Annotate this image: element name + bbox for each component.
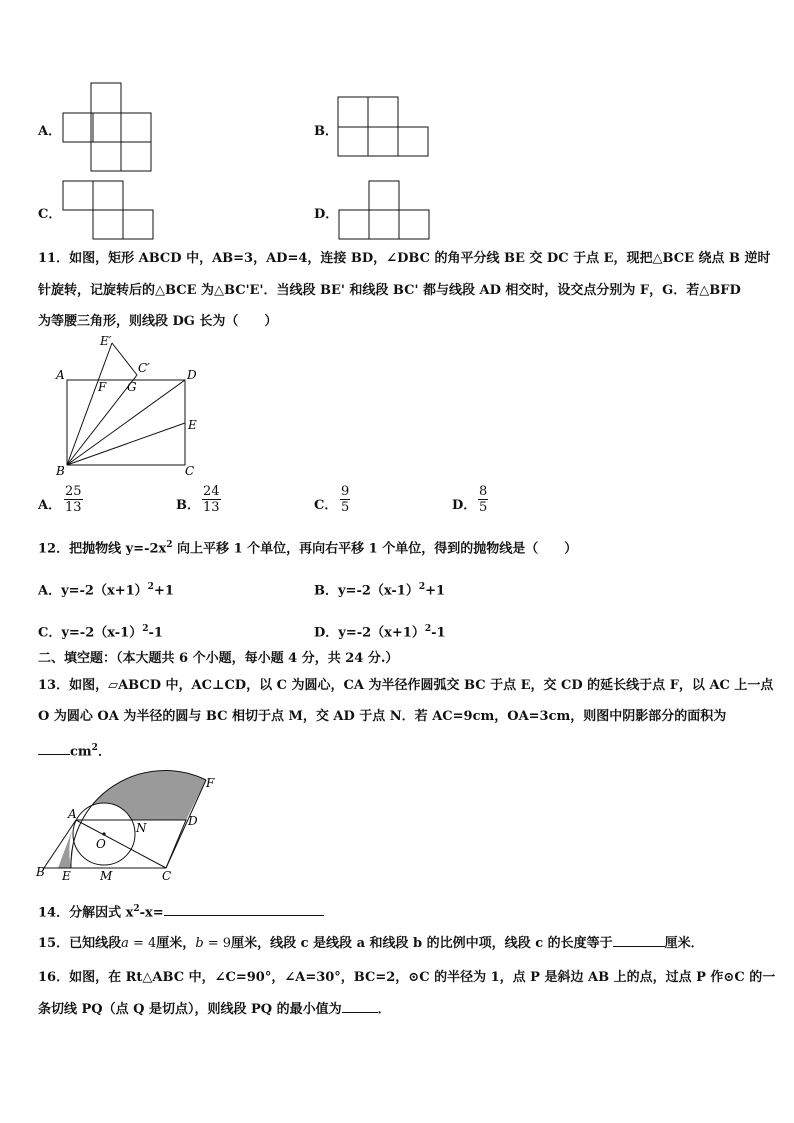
q16-line2-post: ． <box>377 1002 391 1017</box>
q11-option-d-num: 8 <box>479 484 488 499</box>
segment-bd <box>67 380 185 465</box>
q11-stem-line3: 为等腰三角形，则线段 DG 长为（ ） <box>38 314 278 329</box>
q13-parallelogram-figure <box>36 772 226 882</box>
q11-option-c-label: C． <box>314 498 338 513</box>
segment-e-prime-c-prime <box>112 343 137 375</box>
q14-stem-sup: 2 <box>133 904 140 914</box>
q10-option-c-label: C． <box>38 207 62 222</box>
q12-option-a <box>38 578 174 600</box>
label-n: N <box>136 821 147 835</box>
q11-option-c-num: 9 <box>341 484 350 499</box>
q10-option-c-net <box>62 180 154 242</box>
q11-option-a-fraction <box>64 484 83 515</box>
q13-stem-line2: O 为圆心 OA 为半径的圆与 BC 相切于点 M，交 AD 于点 N．若 AC=9cm，OA=3cm，则图中阴影部分的面积为 <box>38 709 727 724</box>
q16-stem-line1: 16．如图，在 Rt△ABC 中，∠C=90°，∠A=30°，BC=2，⊙C 的半径为 1，点 P 是斜边 AB 上的点，过点 P 作⊙C 的一 <box>38 970 776 985</box>
q15-a-val: = 4 <box>128 936 157 951</box>
section-2-heading: 二、填空题：（本大题共 6 个小题，每小题 4 分，共 24 分.） <box>38 651 399 666</box>
q11-option-c-fraction <box>340 484 350 515</box>
q12-option-c <box>38 620 163 642</box>
q12-stem-suffix: 向上平移 1 个单位，再向右平移 1 个单位，得到的抛物线是（ ） <box>172 541 578 557</box>
q13-answer-line <box>38 739 111 761</box>
q11-option-d-fraction <box>478 484 488 515</box>
q15-part3: 厘米，线段 c 是线段 a 和线段 b 的比例中项，线段 c 的长度等于 <box>231 936 613 951</box>
label-d: D <box>188 814 198 828</box>
q13-unit-end: ． <box>97 744 111 760</box>
q16-line2-pre: 条切线 PQ（点 Q 是切点），则线段 PQ 的最小值为 <box>38 1002 342 1017</box>
q11-option-b-fraction <box>202 484 221 515</box>
q14-stem-post: -x= <box>139 905 164 921</box>
q11-stem-line1: 11．如图，矩形 ABCD 中，AB=3，AD=4，连接 BD，∠DBC 的角平分线 BE 交 DC 于点 E，现把△BCE 绕点 B 逆时 <box>38 251 771 266</box>
q13-stem-line1: 13．如图，▱ABCD 中，AC⊥CD，以 C 为圆心，CA 为半径作圆弧交 BC 于点 E，交 CD 的延长线于点 F，以 AC 上一点 <box>38 678 774 693</box>
label-c: C <box>162 869 172 883</box>
label-c-prime: C′ <box>138 361 150 375</box>
q11-option-b-num: 24 <box>203 484 220 499</box>
q14-stem-pre: 14．分解因式 x <box>38 905 134 921</box>
q11-rectangle-figure <box>52 333 212 478</box>
label-m: M <box>100 869 113 883</box>
q11-option-d-den: 5 <box>479 500 488 515</box>
q11-option-a-num: 25 <box>65 484 82 499</box>
q12-option-b <box>314 578 445 600</box>
label-f: F <box>206 776 215 790</box>
q10-option-a-net <box>62 82 154 172</box>
q15-stem <box>38 935 704 953</box>
segment-be <box>67 423 185 465</box>
label-e: E <box>62 869 71 883</box>
q12-option-d-label: D． <box>314 625 339 641</box>
q12-option-b-sup: 2 <box>418 582 426 592</box>
q12-option-b-post: +1 <box>425 583 446 599</box>
q15-b-val: = 9 <box>203 936 232 951</box>
q12-option-b-pre: y=-2（x-1） <box>338 583 419 599</box>
q12-option-a-label: A． <box>38 583 62 599</box>
q12-option-c-post: -1 <box>148 625 163 641</box>
q11-option-c-den: 5 <box>341 500 350 515</box>
q15-part1: 15．已知线段 <box>38 936 122 951</box>
q10-option-d-net <box>338 180 430 242</box>
q16-answer-blank[interactable] <box>342 1012 378 1013</box>
q15-b-var: b <box>195 936 204 951</box>
q11-option-b-label: B． <box>176 498 200 513</box>
q12-option-d <box>314 620 446 642</box>
q11-option-a-label: A． <box>38 498 62 513</box>
q12-option-d-post: -1 <box>431 625 446 641</box>
q12-option-a-sup: 2 <box>147 582 154 592</box>
q12-stem-sup: 2 <box>166 540 173 550</box>
q16-stem-line2 <box>38 1001 391 1019</box>
q11-option-b-den: 13 <box>203 500 220 515</box>
label-b: B <box>56 464 65 478</box>
q10-option-b-net <box>337 96 429 158</box>
label-e: E <box>188 418 197 432</box>
q15-a-var: a <box>121 936 129 951</box>
q12-option-d-pre: y=-2（x+1） <box>338 625 425 641</box>
q10-option-b-label: B． <box>314 124 338 139</box>
q12-option-a-pre: y=-2（x+1） <box>61 583 148 599</box>
label-e-prime: E′ <box>100 334 112 348</box>
q12-option-b-label: B． <box>314 583 338 599</box>
center-o-dot <box>102 832 105 835</box>
q13-unit: cm <box>70 744 92 760</box>
q13-answer-blank[interactable] <box>38 754 70 755</box>
q14-stem <box>38 900 324 922</box>
q12-option-c-sup: 2 <box>142 624 149 634</box>
q11-option-a-den: 13 <box>65 500 82 515</box>
q12-option-d-sup: 2 <box>424 624 432 634</box>
label-c: C <box>185 464 195 478</box>
label-a: A <box>68 807 77 821</box>
q12-stem <box>38 536 577 558</box>
q12-option-c-pre: y=-2（x-1） <box>61 625 143 641</box>
segment-be-prime <box>67 343 112 465</box>
label-f: F <box>98 380 107 394</box>
q13-unit-sup: 2 <box>91 743 98 753</box>
label-g: G <box>127 380 137 394</box>
label-o: O <box>96 837 106 851</box>
label-b: B <box>36 865 45 879</box>
q15-answer-blank[interactable] <box>613 946 665 947</box>
q15-part2: 厘米， <box>156 936 196 951</box>
label-a: A <box>56 368 65 382</box>
q10-option-a-label: A． <box>38 124 62 139</box>
q12-option-a-post: +1 <box>153 583 174 599</box>
label-d: D <box>187 368 197 382</box>
q15-part4: 厘米． <box>664 936 704 951</box>
q11-option-d-label: D． <box>452 498 477 513</box>
q11-stem-line2: 针旋转，记旋转后的△BCE 为△BC'E'．当线段 BE' 和线段 BC' 都与线段 AD 相交时，设交点分别为 F，G．若△BFD <box>38 283 741 298</box>
q14-answer-blank[interactable] <box>164 915 324 916</box>
q12-option-c-label: C． <box>38 625 62 641</box>
q12-stem-prefix: 12．把抛物线 y=-2x <box>38 541 167 557</box>
q10-option-d-label: D． <box>314 207 339 222</box>
